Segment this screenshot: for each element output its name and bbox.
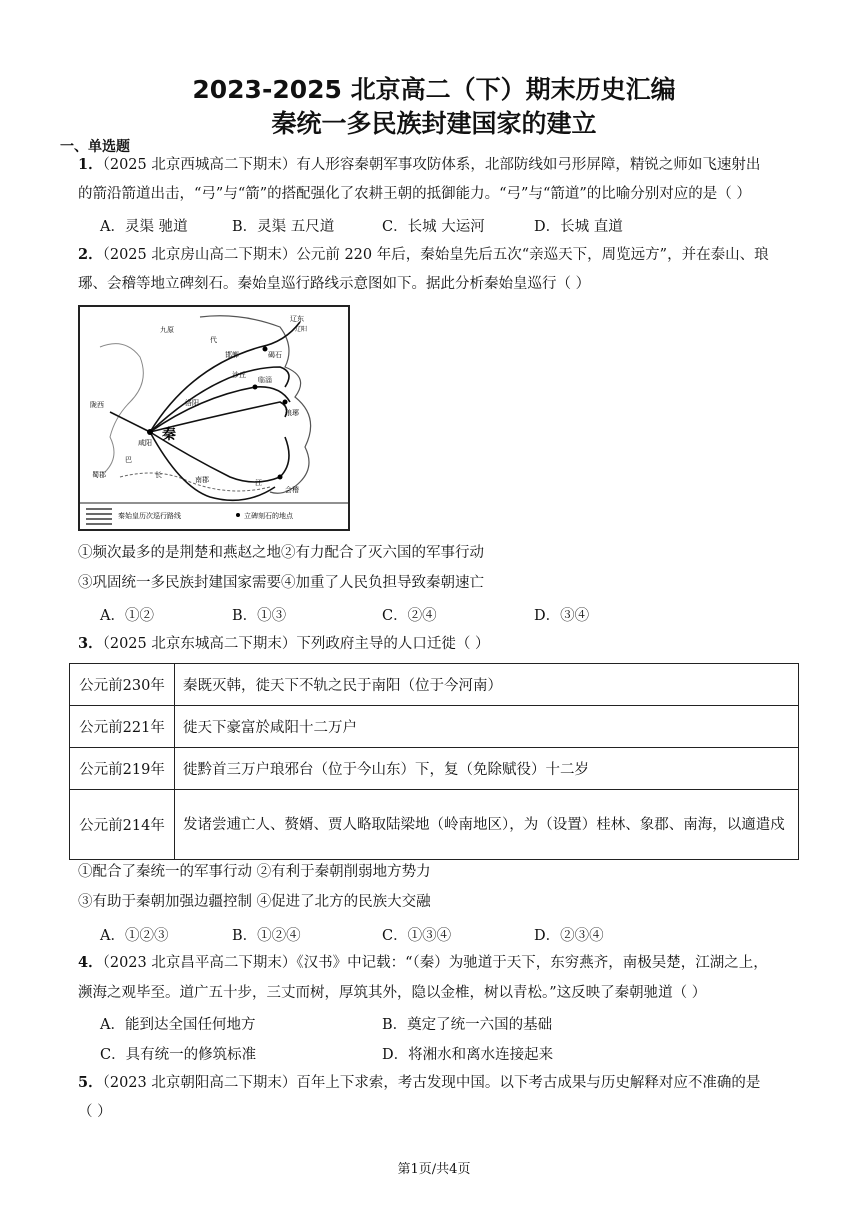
table-cell-text: 徙天下豪富於咸阳十二万户 bbox=[175, 706, 799, 748]
table-row bbox=[70, 706, 799, 748]
q1-option-b[interactable]: B．灵渠 五尺道 bbox=[232, 219, 335, 235]
point-taishan bbox=[253, 385, 258, 390]
q3-number: 3． bbox=[78, 635, 103, 652]
q1-option-d[interactable]: D．长城 直道 bbox=[534, 219, 623, 235]
point-kuaiji bbox=[278, 475, 283, 480]
route-2 bbox=[150, 387, 290, 432]
map-label: 陇西 bbox=[90, 401, 104, 409]
q2-option-a[interactable]: A．①② bbox=[100, 608, 154, 624]
table-cell-year: 公元前219年 bbox=[70, 748, 175, 790]
map-label: 辽阳 bbox=[295, 326, 308, 333]
table-cell-year: 公元前230年 bbox=[70, 664, 175, 706]
q2-text1: （2025 北京房山高二下期末）公元前 220 年后，秦始皇先后五次“亲巡天下，周览远方”，并在泰山、琅 bbox=[102, 247, 769, 263]
q4-number: 4． bbox=[78, 954, 103, 971]
legend-point-symbol bbox=[236, 513, 240, 517]
q2-statement2: ③巩固统一多民族封建国家需要④加重了人民负担导致秦朝速亡 bbox=[78, 575, 484, 591]
route-1 bbox=[150, 322, 300, 432]
table-cell-text: 发诸尝逋亡人、赘婿、贾人略取陆梁地（岭南地区），为（设置）桂林、象郡、南海，以適遣戍 bbox=[175, 790, 799, 860]
q3-option-a[interactable]: A．①②③ bbox=[100, 928, 169, 944]
point-jieshi bbox=[263, 347, 268, 352]
map-label: 蜀郡 bbox=[92, 471, 106, 479]
map-label: 碣石 bbox=[268, 351, 282, 359]
q4-line1 bbox=[78, 953, 798, 973]
q3-statement2: ③有助于秦朝加强边疆控制 ④促进了北方的民族大交融 bbox=[78, 894, 431, 910]
section-heading: 一、单选题 bbox=[60, 139, 130, 155]
map-label: 九原 bbox=[160, 326, 174, 334]
q4-option-b[interactable]: B．奠定了统一六国的基础 bbox=[382, 1017, 553, 1033]
map-label: 代 bbox=[210, 336, 217, 344]
map-label: 辽东 bbox=[290, 315, 304, 323]
q5-number: 5． bbox=[78, 1074, 103, 1091]
table-cell-text: 秦既灭韩，徙天下不轨之民于南阳（位于今河南） bbox=[175, 664, 799, 706]
q4-option-c[interactable]: C．具有统一的修筑标准 bbox=[100, 1047, 257, 1063]
q2-option-b[interactable]: B．①③ bbox=[232, 608, 287, 624]
point-langya bbox=[283, 400, 288, 405]
point-xianyang bbox=[147, 429, 153, 435]
legend-route-label: 秦始皇历次巡行路线 bbox=[118, 512, 181, 520]
q2-line1 bbox=[78, 245, 798, 265]
legend-route-symbol bbox=[86, 509, 112, 524]
map-label: 邯郸 bbox=[225, 351, 239, 359]
map-label: 琅琊 bbox=[285, 409, 299, 417]
q2-option-d[interactable]: D．③④ bbox=[534, 608, 590, 624]
map-label: 咸阳 bbox=[138, 439, 152, 447]
q5-text1: （2023 北京朝阳高二下期末）百年上下求索，考古发现中国。以下考古成果与历史解释对应不准确的是 bbox=[102, 1075, 761, 1091]
q1-line2: 的箭沿箭道出击，“弓”与“箭”的搭配强化了农耕王朝的抵御能力。“弓”与“箭道”的比喻分别对应的是（ ） bbox=[78, 186, 751, 202]
page-footer: 第1页/共4页 bbox=[397, 1162, 471, 1177]
map-label: 巴 bbox=[125, 456, 132, 464]
q3-option-d[interactable]: D．②③④ bbox=[534, 928, 604, 944]
table-row bbox=[70, 664, 799, 706]
doc-title-line2: 秦统一多民族封建国家的建立 bbox=[271, 109, 597, 138]
q3-option-b[interactable]: B．①②④ bbox=[232, 928, 301, 944]
q1-line1 bbox=[78, 155, 798, 175]
map-label: 长 bbox=[155, 471, 162, 479]
q1-option-a[interactable]: A．灵渠 驰道 bbox=[100, 219, 188, 235]
q4-option-d[interactable]: D．将湘水和离水连接起来 bbox=[382, 1047, 554, 1063]
q1-text1: （2025 北京西城高二下期末）有人形容秦朝军事攻防体系，北部防线如弓形屏障，精锐之师如飞速射出 bbox=[102, 157, 761, 173]
map-label: 洛阳 bbox=[185, 399, 199, 407]
map-label: 沙丘 bbox=[232, 371, 246, 379]
q3-statement1: ①配合了秦统一的军事行动 ②有利于秦朝削弱地方势力 bbox=[78, 864, 431, 880]
q1-option-c[interactable]: C．长城 大运河 bbox=[382, 219, 485, 235]
migration-table bbox=[69, 663, 799, 860]
map-label: 江 bbox=[255, 479, 262, 487]
q5-line2: （ ） bbox=[78, 1104, 112, 1120]
q5-line1 bbox=[78, 1073, 798, 1093]
table-cell-text: 徙黔首三万户琅邪台（位于今山东）下，复（免除赋役）十二岁 bbox=[175, 748, 799, 790]
map-label: 临淄 bbox=[258, 376, 272, 384]
table-cell-year: 公元前214年 bbox=[70, 790, 175, 860]
q3-option-c[interactable]: C．①③④ bbox=[382, 928, 452, 944]
doc-title-line1: 2023-2025 北京高二（下）期末历史汇编 bbox=[192, 75, 676, 104]
qin-tour-route-map bbox=[78, 305, 350, 531]
table-row bbox=[70, 748, 799, 790]
map-label: 南郡 bbox=[195, 476, 209, 484]
legend-point-label: 立碑刻石的地点 bbox=[244, 512, 293, 520]
map-terrain bbox=[100, 344, 143, 472]
q1-number: 1． bbox=[78, 156, 103, 173]
q2-option-c[interactable]: C．②④ bbox=[382, 608, 437, 624]
q4-option-a[interactable]: A．能到达全国任何地方 bbox=[100, 1017, 256, 1033]
q2-number: 2． bbox=[78, 246, 103, 263]
map-label: 会稽 bbox=[285, 486, 299, 494]
q2-line2: 琊、会稽等地立碑刻石。秦始皇巡行路线示意图如下。据此分析秦始皇巡行（ ） bbox=[78, 276, 591, 292]
map-svg bbox=[80, 307, 348, 529]
q4-text1: （2023 北京昌平高二下期末）《汉书》中记载：“（秦）为驰道于天下，东穷燕齐，南极吴楚，江湖之上， bbox=[102, 955, 768, 971]
table-cell-year: 公元前221年 bbox=[70, 706, 175, 748]
q3-text1: （2025 北京东城高二下期末）下列政府主导的人口迁徙（ ） bbox=[102, 636, 490, 652]
q3-line1 bbox=[78, 634, 798, 654]
map-label: 秦 bbox=[162, 427, 176, 443]
q4-line2: 濒海之观毕至。道广五十步，三丈而树，厚筑其外，隐以金椎，树以青松。”这反映了秦朝驰道（ ） bbox=[78, 985, 707, 1001]
table-row bbox=[70, 790, 799, 860]
q2-statement1: ①频次最多的是荆楚和燕赵之地②有力配合了灭六国的军事行动 bbox=[78, 545, 484, 561]
